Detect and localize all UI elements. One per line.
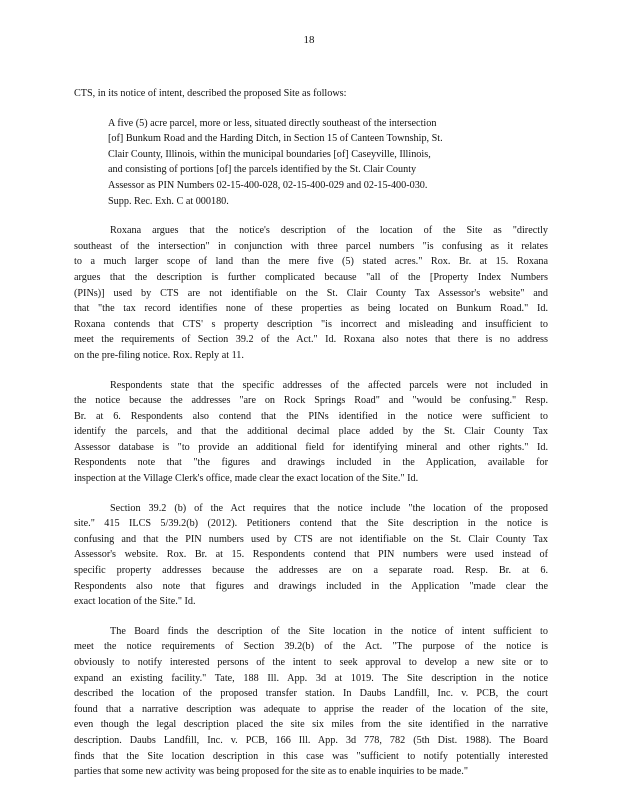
paragraph-line: exact location of the Site." Id.: [74, 596, 196, 608]
paragraph-line: Assessor's website. Rox. Br. at 15. Respondents contend that PIN numbers were used instead of: [74, 549, 548, 561]
paragraph-line: inspection at the Village Clerk's office, made clear the exact location of the Site." Id.: [74, 473, 419, 485]
paragraph-line: Respondents note that "the figures and drawings included in the Application, available for: [74, 457, 548, 469]
paragraph-line: argues that the description is further complicated because "all of the [Property Index Numbers: [74, 271, 548, 283]
intro-line: CTS, in its notice of intent, described the proposed Site as follows:: [74, 88, 347, 99]
document-body: [74, 86, 548, 794]
paragraph-line: parties that some new activity was being proposed for the site as to enable inquiries to be made.": [74, 766, 469, 778]
paragraph-line: Assessor database is "to provide an additional field for identifying mineral and other rights." Id.: [74, 441, 548, 453]
paragraph-line: Respondents state that the specific addresses of the affected parcels were not included in: [110, 379, 548, 391]
paragraph-line: Br. at 6. Respondents also contend that the PINs identified in the notice were sufficient to: [74, 410, 548, 422]
paragraph-line: Roxana contends that CTS' s property description "is incorrect and misleading and insufficient to: [74, 318, 548, 330]
paragraph-line: described the location of the proposed transfer station. In Daubs Landfill, Inc. v. PCB, the court: [74, 688, 548, 700]
paragraph-line: southeast of the intersection" in conjunction with three parcel numbers "is confusing as it relates: [74, 240, 548, 252]
paragraph-line: specific property addresses because the addresses are on a separate road. Resp. Br. at 6.: [74, 565, 548, 577]
paragraph-line: (PINs)] used by CTS are not identifiable on the St. Clair County Tax Assessor's website" and: [74, 287, 548, 299]
block-quote-line: A five (5) acre parcel, more or less, situated directly southeast of the intersection: [108, 117, 437, 129]
paragraph-roxana-argues: [74, 223, 548, 363]
paragraph-line: site." 415 ILCS 5/39.2(b) (2012). Petitioners contend that the Site description in the notice is: [74, 518, 548, 530]
paragraph-line: even though the legal description placed the site six miles from the site identified in the narrative: [74, 719, 548, 731]
block-quote-line: and consisting of portions [of] the parcels identified by the St. Clair County: [108, 164, 417, 176]
paragraph-line: finds that the Site location description in this case was "sufficient to notify potentially interested: [74, 750, 548, 762]
paragraph-line: that "the tax record identifies none of these properties as being located on Bunkum Road." Id.: [74, 303, 548, 315]
paragraph-line: meet the notice requirements of Section 39.2(b) of the Act. "The purpose of the notice is: [74, 641, 548, 653]
paragraph-line: identify the parcels, and that the additional decimal place added by the St. Clair County Tax: [74, 426, 548, 438]
block-quote-line: Assessor as PIN Numbers 02-15-400-028, 02-15-400-029 and 02-15-400-030.: [108, 179, 428, 191]
paragraph-line: found that a narrative description was adequate to apprise the reader of the location of the site,: [74, 703, 548, 715]
paragraph-line: meet the requirements of Section 39.2 of the Act." Id. Roxana also notes that there is no address: [74, 334, 548, 346]
block-quote-line: Clair County, Illinois, within the municipal boundaries [of] Caseyville, Illinois,: [108, 148, 431, 160]
paragraph-section-39-2: [74, 501, 548, 610]
paragraph-respondents-state: [74, 378, 548, 487]
paragraph-line: Roxana argues that the notice's description of the location of the Site as "directly: [110, 225, 548, 237]
block-quote-line: Supp. Rec. Exh. C at 000180.: [108, 195, 229, 207]
paragraph-line: to a much larger scope of land than the mere five (5) stated acres." Rox. Br. at 15. Roxana: [74, 256, 548, 268]
paragraph-line: on the pre-filing notice. Rox. Reply at 11.: [74, 349, 244, 361]
paragraph-line: expand an existing facility." Tate, 188 Ill. App. 3d at 1019. The Site description in the notice: [74, 672, 548, 684]
paragraph-line: obviously to notify interested persons of the intent to seek approval to develop a new site or to: [74, 657, 548, 668]
page-number: 18: [303, 34, 315, 46]
paragraph-line: The Board finds the description of the Site location in the notice of intent sufficient to: [110, 625, 548, 637]
paragraph-line: Section 39.2 (b) of the Act requires that the notice include "the location of the proposed: [110, 502, 548, 514]
paragraph-board-finds: [74, 624, 548, 780]
block-quote: [108, 116, 510, 210]
paragraph-line: confusing and that the PIN numbers used by CTS are not identifiable on the St. Clair County Tax: [74, 533, 548, 545]
paragraph-line: description. Daubs Landfill, Inc. v. PCB, 166 Ill. App. 3d 778, 782 (5th Dist. 1988). The Board: [74, 734, 548, 746]
paragraph-line: Respondents also note that figures and drawings included in the Application "made clear the: [74, 580, 548, 592]
paragraph-line: the notice because the addresses "are on Rock Springs Road" and "would be confusing." Resp.: [74, 395, 548, 407]
block-quote-line: [of] Bunkum Road and the Harding Ditch, in Section 15 of Canteen Township, St.: [108, 133, 443, 145]
